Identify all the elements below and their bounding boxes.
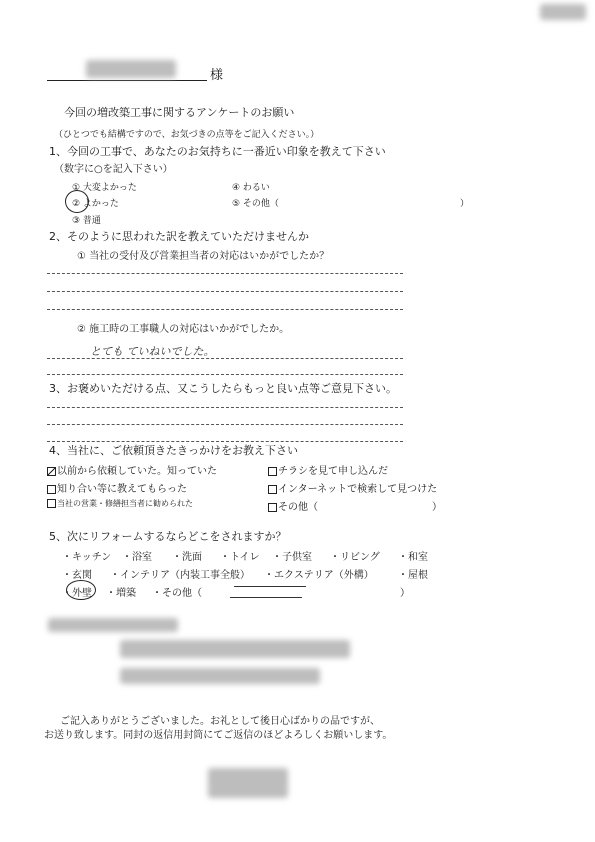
q5-option-outer-wall[interactable]: ・外壁: [62, 588, 92, 599]
q4-question: 4、当社に、ご依頼頂きたきっかけをお教え下さい: [49, 444, 298, 457]
q5-other-handwritten-scribble: [230, 586, 306, 598]
q2-sub2-question: ② 施工時の工事職人の対応はいかがでしたか。: [77, 324, 290, 335]
q1-option-3[interactable]: ③ 普通: [72, 216, 101, 226]
redacted-respondent-address: [120, 640, 350, 658]
redacted-recipient-name: [86, 60, 176, 78]
q4-checkbox[interactable]: [47, 499, 56, 508]
q5-option-entrance[interactable]: ・玄関: [62, 570, 92, 581]
q4-option-6-label: その他（: [278, 502, 318, 513]
q5-question: 5、次にリフォームするならどこをされますか？: [49, 530, 287, 543]
q4-option-4[interactable]: [268, 462, 388, 477]
q1-option-2[interactable]: ② よかった: [72, 199, 119, 209]
q2-sub1-answer-line-2[interactable]: [47, 291, 403, 292]
q4-option-1-label: 以前から依頼していた。知っていた: [57, 466, 217, 477]
redacted-respondent-label: [48, 618, 178, 632]
q4-checkbox-checked[interactable]: [47, 467, 56, 476]
q5-selected-circle-mark: [66, 580, 96, 600]
q1-option-5[interactable]: ⑤ その他（: [232, 199, 279, 209]
q2-sub2-answer-line-2[interactable]: [47, 374, 403, 375]
q5-option-kitchen[interactable]: ・キッチン: [62, 552, 112, 563]
q5-other-close: ）: [400, 588, 410, 599]
footer-thanks-line-2: お送り致します。同封の返信用封筒にてご返信のほどよろしくお願いします。: [44, 730, 393, 741]
q3-answer-line-1[interactable]: [47, 407, 403, 408]
redacted-corner-mark: [540, 4, 586, 20]
q2-sub1-answer-line-1[interactable]: [47, 273, 403, 274]
q4-option-3[interactable]: [47, 498, 193, 509]
q2-sub2-handwritten-answer[interactable]: とても ていねいでした。: [90, 345, 215, 358]
q4-checkbox[interactable]: [47, 485, 56, 494]
q4-option-6-close: ）: [432, 502, 442, 513]
q4-option-4-label: チラシを見て申し込んだ: [278, 466, 388, 477]
q5-option-extension[interactable]: ・増築: [106, 588, 136, 599]
q5-option-roof[interactable]: ・屋根: [398, 570, 428, 581]
q2-sub1-question: ① 当社の受付及び営業担当者の対応はいかがでしたか？: [77, 251, 330, 262]
q1-question: 1、今回の工事で、あなたのお気持ちに一番近い印象を教えて下さい: [49, 145, 386, 158]
q5-option-toilet[interactable]: ・トイレ: [220, 552, 260, 563]
q2-sub1-answer-line-3[interactable]: [47, 309, 403, 310]
q3-question: 3、お褒めいただける点、又こうしたらもっと良い点等ご意見下さい。: [49, 382, 397, 395]
q1-option-1[interactable]: ① 大変よかった: [72, 183, 137, 193]
q3-answer-line-2[interactable]: [47, 424, 403, 425]
q4-checkbox[interactable]: [268, 485, 277, 494]
q4-option-2-label: 知り合い等に教えてもらった: [57, 484, 187, 495]
q4-option-2[interactable]: [47, 480, 187, 495]
q5-option-living[interactable]: ・リビング: [330, 552, 380, 563]
q4-checkbox[interactable]: [268, 467, 277, 476]
q5-option-japanese-room[interactable]: ・和室: [398, 552, 428, 563]
q2-question: 2、そのように思われた訳を教えていただけませんか: [49, 230, 309, 243]
q2-sub2-answer-line-1[interactable]: [47, 358, 403, 359]
q4-checkbox[interactable]: [268, 503, 277, 512]
q5-option-kids-room[interactable]: ・子供室: [272, 552, 312, 563]
q5-option-interior[interactable]: ・インテリア（内装工事全般）: [110, 570, 250, 581]
q5-option-other[interactable]: ・その他（: [152, 588, 202, 599]
q4-option-5-label: インターネットで検索して見つけた: [278, 484, 438, 495]
q1-option-5-close: ）: [460, 199, 470, 209]
page-title: 今回の増改築工事に関するアンケートのお願い: [64, 106, 295, 119]
q4-option-1[interactable]: [47, 462, 217, 477]
q4-option-3-label: 当社の営業・修繕担当者に勧められた: [57, 499, 193, 508]
q4-option-6[interactable]: [268, 498, 318, 513]
q5-option-exterior[interactable]: ・エクステリア（外構）: [264, 570, 374, 581]
q1-instruction: （数字に○を記入下さい）: [54, 164, 173, 175]
redacted-respondent-name: [120, 668, 320, 684]
redacted-company-mark: [208, 768, 288, 798]
q5-option-bathroom[interactable]: ・浴室: [122, 552, 152, 563]
q4-option-5[interactable]: [268, 480, 437, 495]
q5-option-washroom[interactable]: ・洗面: [172, 552, 202, 563]
name-underline: [47, 80, 207, 81]
q1-selected-circle-mark: [65, 190, 89, 213]
page-subtitle: （ひとつでも結構ですので、お気づきの点等をご記入ください。）: [54, 130, 320, 140]
footer-thanks-line-1: ご記入ありがとうございました。お礼として後日心ばかりの品ですが、: [60, 716, 380, 727]
q1-option-4[interactable]: ④ わるい: [232, 183, 270, 193]
honorific: 様: [210, 68, 224, 83]
